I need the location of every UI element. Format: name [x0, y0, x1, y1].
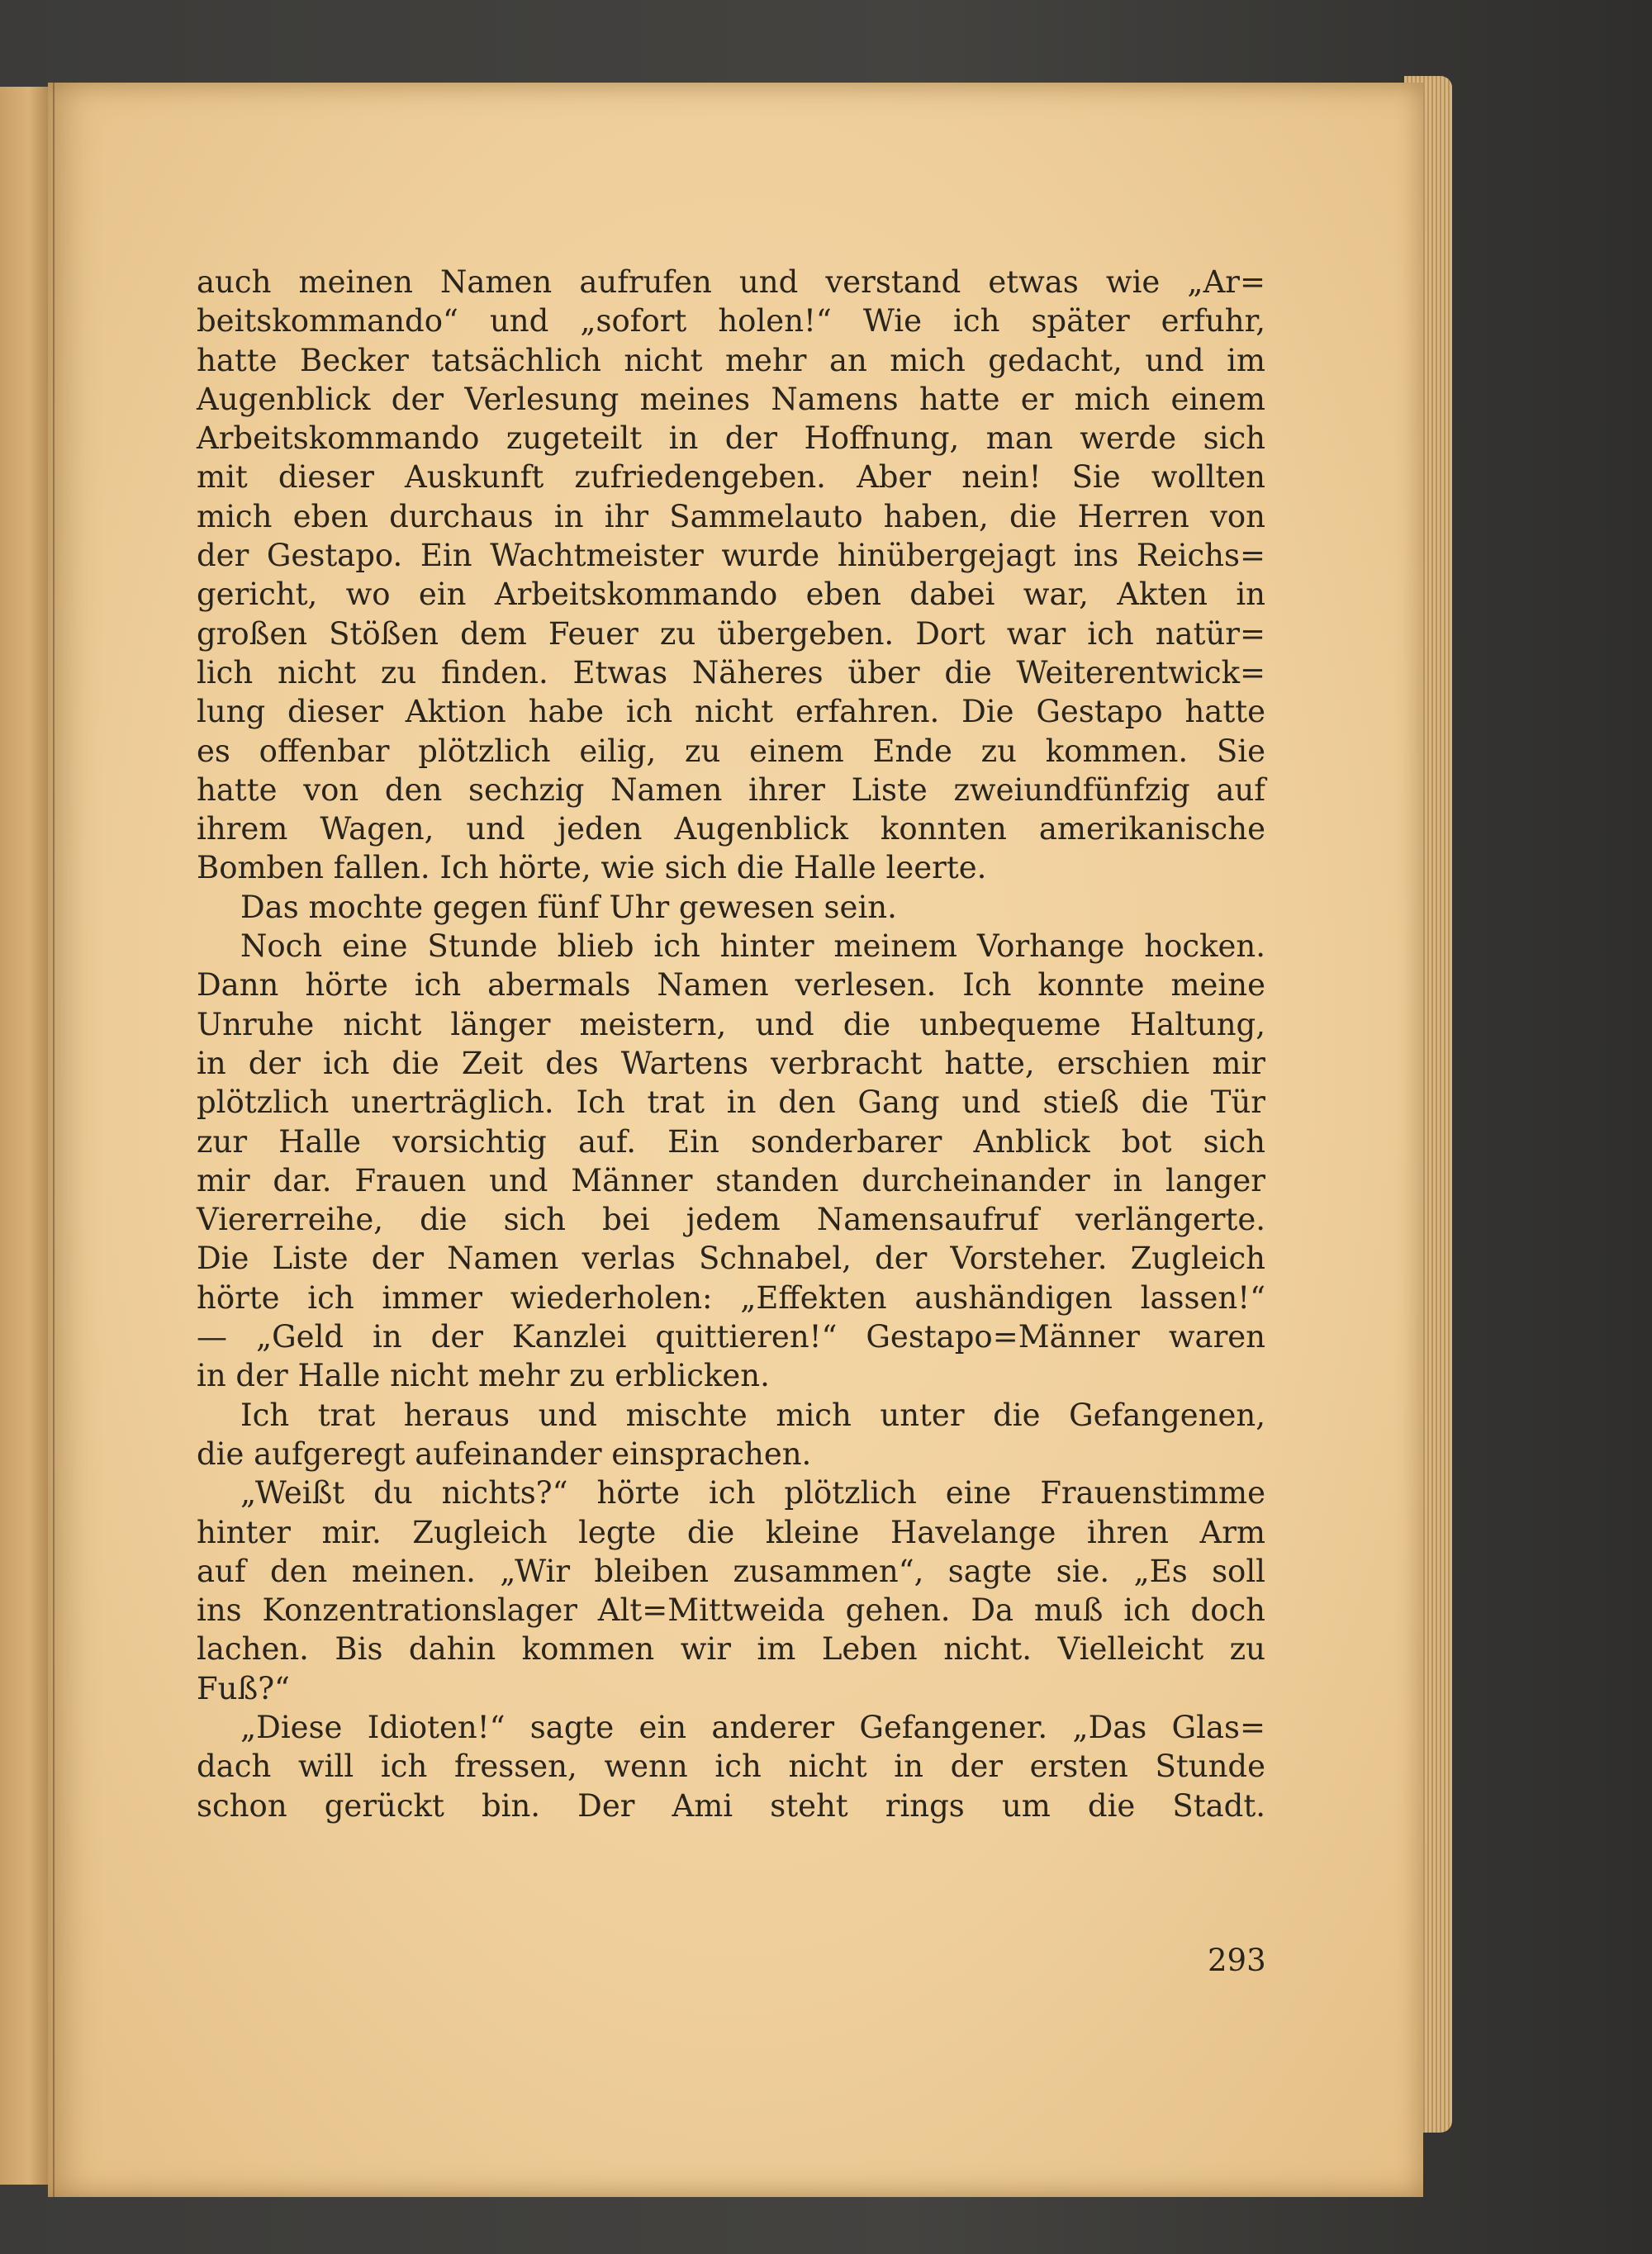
text-line: gericht, wo ein Arbeitskommando eben dabei war, Akten in [197, 577, 1265, 613]
text-line: auf den meinen. „Wir bleiben zusammen“, sagte sie. „Es soll [197, 1553, 1265, 1589]
text-line: der Gestapo. Ein Wachtmeister wurde hinübergejagt ins Reichs= [197, 538, 1265, 574]
text-line: beitskommando“ und „sofort holen!“ Wie ich später erfuhr, [197, 303, 1265, 339]
paragraph-start-line: Ich trat heraus und mischte mich unter die Gefangenen, [240, 1397, 1265, 1433]
text-line: Fuß?“ [197, 1670, 290, 1706]
text-line: zur Halle vorsichtig auf. Ein sonderbarer Anblick bot sich [197, 1123, 1265, 1160]
text-line: die aufgeregt aufeinander einsprachen. [197, 1435, 812, 1472]
gutter-line [53, 83, 55, 2197]
body-text [197, 263, 1265, 1825]
text-line: Die Liste der Namen verlas Schnabel, der Vorsteher. Zugleich [197, 1241, 1265, 1277]
page-number: 293 [1208, 1943, 1266, 1978]
text-line: es offenbar plötzlich eilig, zu einem Ende zu kommen. Sie [197, 733, 1265, 769]
text-line: Arbeitskommando zugeteilt in der Hoffnung, man werde sich [197, 420, 1265, 457]
text-line: dach will ich fressen, wenn ich nicht in der ersten Stunde [197, 1749, 1265, 1785]
text-line: großen Stößen dem Feuer zu übergeben. Dort war ich natür= [197, 615, 1265, 652]
text-line: Viererreihe, die sich bei jedem Namensaufruf verlängerte. [197, 1202, 1265, 1238]
text-line: Dann hörte ich abermals Namen verlesen. Ich konnte meine [197, 967, 1265, 1004]
text-line: hinter mir. Zugleich legte die kleine Havelange ihren Arm [197, 1514, 1265, 1550]
text-line: plötzlich unerträglich. Ich trat in den Gang und stieß die Tür [197, 1084, 1265, 1121]
text-line: — „Geld in der Kanzlei quittieren!“ Gestapo=Männer waren [197, 1319, 1265, 1355]
paragraph-start-line: „Diese Idioten!“ sagte ein anderer Gefangener. „Das Glas= [240, 1709, 1265, 1745]
paragraph-start-line: Das mochte gegen fünf Uhr gewesen sein. [240, 889, 897, 925]
text-line: schon gerückt bin. Der Ami steht rings um die Stadt. [197, 1787, 1265, 1824]
text-line: lachen. Bis dahin kommen wir im Leben nicht. Vielleicht zu [197, 1631, 1265, 1668]
text-line: mir dar. Frauen und Männer standen durcheinander in langer [197, 1162, 1265, 1198]
text-line: mit dieser Auskunft zufriedengeben. Aber nein! Sie wollten [197, 459, 1265, 496]
text-line: hatte Becker tatsächlich nicht mehr an mich gedacht, und im [197, 342, 1265, 378]
text-line: Bomben fallen. Ich hörte, wie sich die Halle leerte. [197, 850, 987, 886]
text-line: mich eben durchaus in ihr Sammelauto haben, die Herren von [197, 498, 1265, 534]
paragraph-start-line: „Weißt du nichts?“ hörte ich plötzlich eine Frauenstimme [240, 1475, 1265, 1511]
left-page-edge [0, 87, 50, 2185]
text-line: hörte ich immer wiederholen: „Effekten aushändigen lassen!“ [197, 1279, 1265, 1316]
text-line: lung dieser Aktion habe ich nicht erfahren. Die Gestapo hatte [197, 694, 1265, 730]
text-line: Unruhe nicht länger meistern, und die unbequeme Haltung, [197, 1006, 1265, 1042]
text-line: ins Konzentrationslager Alt=Mittweida gehen. Da muß ich doch [197, 1592, 1265, 1629]
text-line: lich nicht zu finden. Etwas Näheres über die Weiterentwick= [197, 654, 1265, 690]
text-line: ihrem Wagen, und jeden Augenblick konnten amerikanische [197, 811, 1265, 847]
text-line: hatte von den sechzig Namen ihrer Liste zweiundfünfzig auf [197, 771, 1265, 808]
text-line: auch meinen Namen aufrufen und verstand etwas wie „Ar= [197, 264, 1265, 300]
text-line: in der Halle nicht mehr zu erblicken. [197, 1358, 770, 1394]
paragraph-start-line: Noch eine Stunde blieb ich hinter meinem Vorhange hocken. [240, 928, 1265, 965]
text-line: in der ich die Zeit des Wartens verbracht hatte, erschien mir [197, 1045, 1265, 1081]
text-line: Augenblick der Verlesung meines Namens hatte er mich einem [197, 381, 1265, 417]
